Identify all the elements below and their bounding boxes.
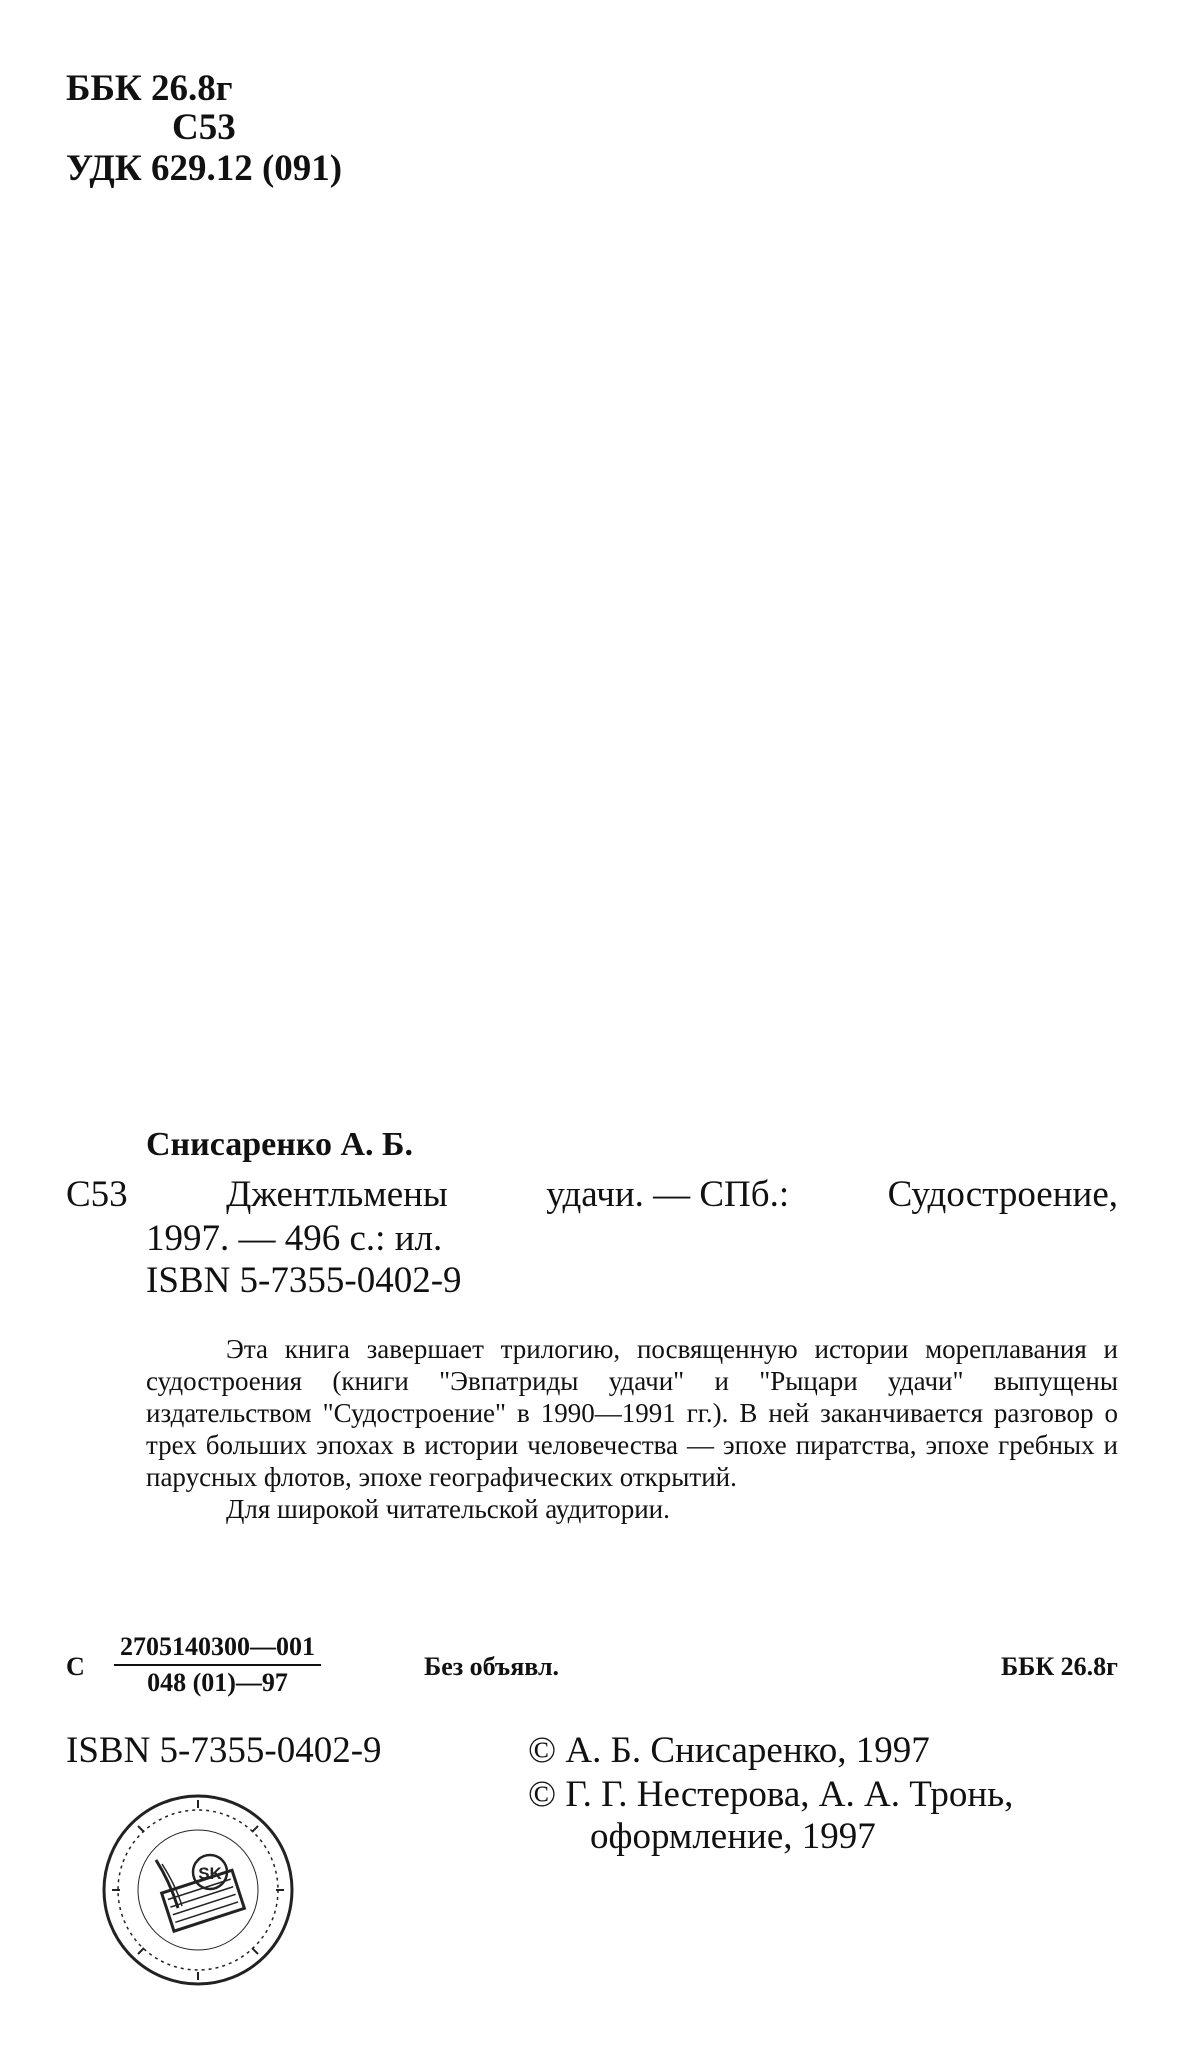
annotation-audience: Для широкой читательской аудитории.: [226, 1494, 670, 1524]
bbk-index: ББК 26.8г: [66, 68, 233, 109]
stamp-text: SK: [198, 1864, 222, 1883]
formula-fraction: [114, 1632, 321, 1698]
author-mark: С53: [172, 107, 236, 148]
bib-title-word2: удачи. — СПб.:: [546, 1174, 790, 1215]
bib-isbn: ISBN 5-7355-0402-9: [146, 1260, 462, 1301]
annotation: [146, 1333, 1118, 1525]
publication-formula: [66, 1632, 1118, 1702]
formula-note: Без объявл.: [424, 1652, 560, 1681]
bib-year-pages: 1997. — 496 с.: ил.: [146, 1218, 443, 1259]
formula-denominator: 048 (01)—97: [147, 1668, 288, 1697]
udk-index: УДК 629.12 (091): [66, 148, 343, 189]
formula-numerator: 2705140300—001: [114, 1632, 321, 1666]
footer-isbn: ISBN 5-7355-0402-9: [66, 1730, 382, 1771]
copyright-design-cont: оформление, 1997: [590, 1816, 876, 1857]
copyright-author: © А. Б. Снисаренко, 1997: [528, 1730, 930, 1771]
bib-code: С53: [66, 1174, 128, 1215]
annotation-paragraph: Эта книга завершает трилогию, посвященную истории мореплавания и судостроения (книги "Эвпатриды удачи" и "Рыцари удачи" выпущены издательством "Судостроение" в 1990—1991 гг.). В ней заканчивается разговор о трех больших эпохах в истории человечества — эпохе пиратства, эпохе гребных и парусных флотов, эпохе географических открытий.: [146, 1334, 1118, 1492]
copyright-design: © Г. Г. Нестерова, А. А. Тронь,: [528, 1774, 1014, 1815]
bib-title-line: [66, 1176, 1118, 1213]
library-stamp-icon: [98, 1790, 298, 1990]
formula-bbk: ББК 26.8г: [1000, 1652, 1118, 1681]
formula-letter: С: [66, 1652, 85, 1681]
author-name: Снисаренко А. Б.: [146, 1126, 414, 1163]
bib-publisher: Судостроение,: [887, 1174, 1118, 1215]
bib-title: Джентльмены: [226, 1174, 448, 1215]
